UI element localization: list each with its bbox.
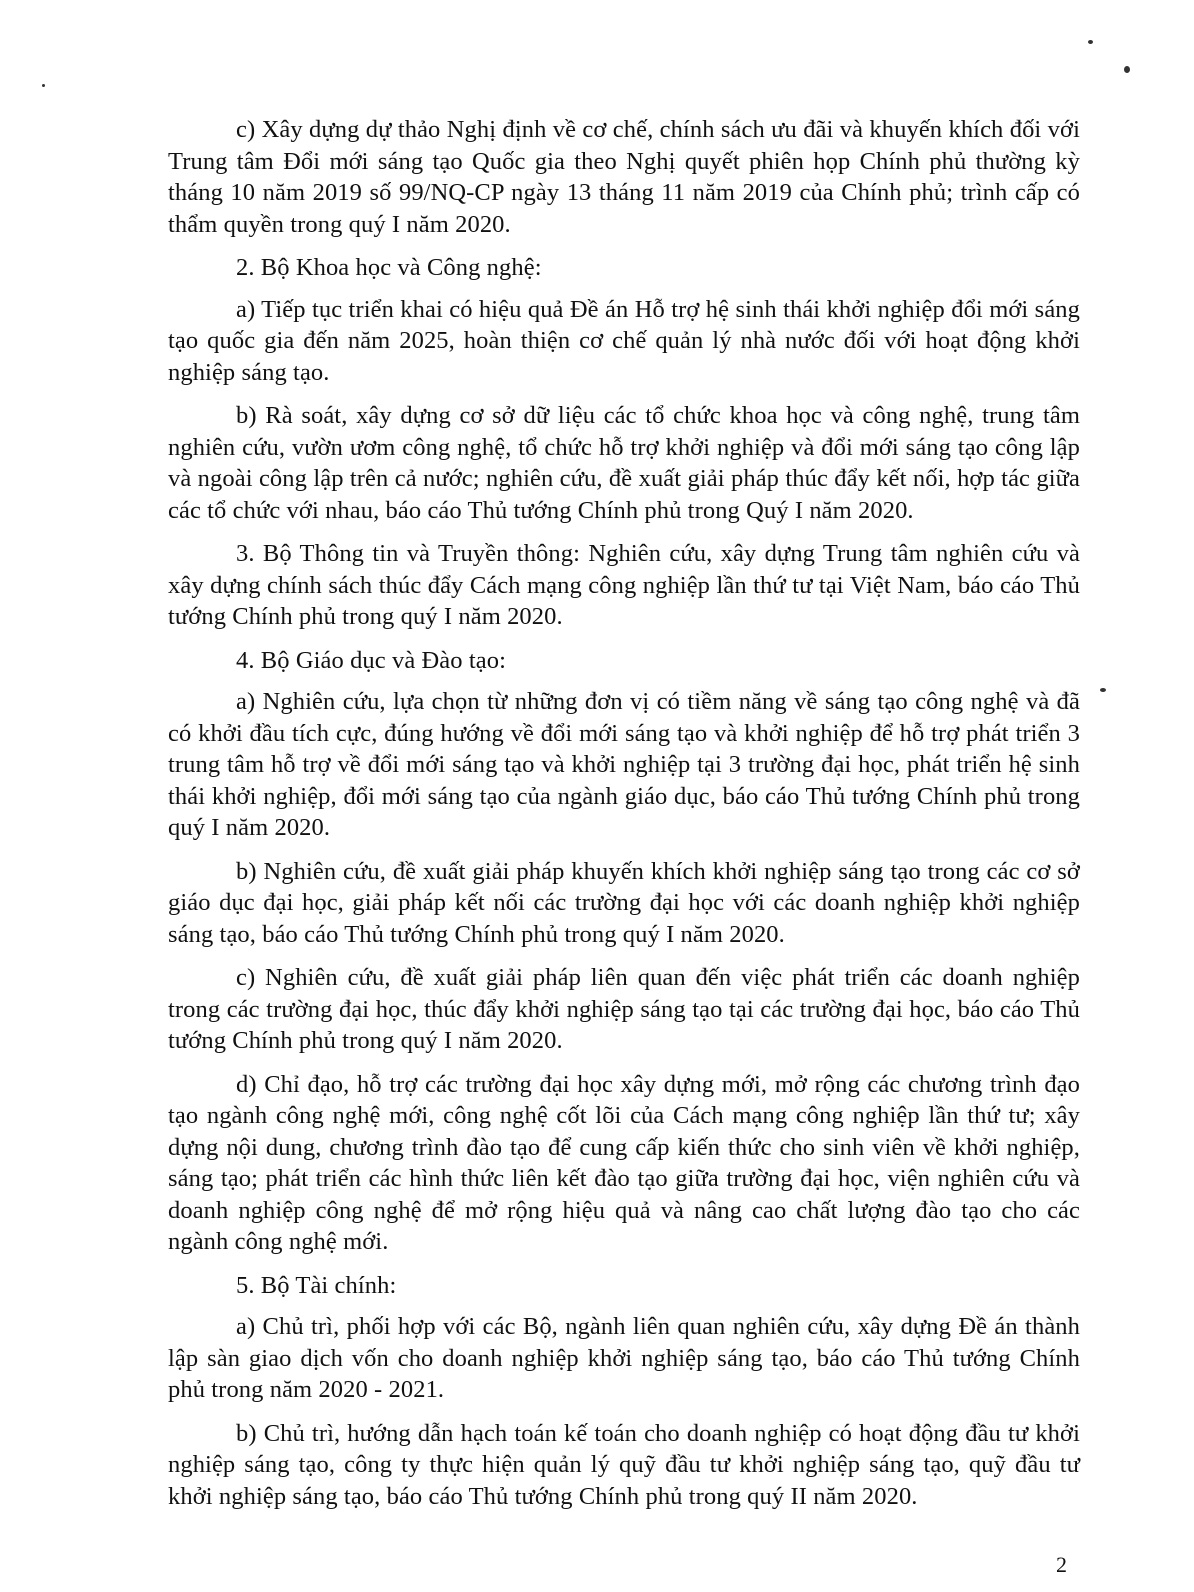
- scan-speck: [1124, 66, 1130, 73]
- paragraph-3: 3. Bộ Thông tin và Truyền thông: Nghiên cứu, xây dựng Trung tâm nghiên cứu và xây dựng chính sách thúc đẩy Cách mạng công nghiệp lần thứ tư tại Việt Nam, báo cáo Thủ tướng Chính phủ trong quý I năm 2020.: [168, 540, 1080, 630]
- paragraph-4c: c) Nghiên cứu, đề xuất giải pháp liên quan đến việc phát triển các doanh nghiệp trong các trường đại học, thúc đẩy khởi nghiệp sáng tạo tại các trường đại học, báo cáo Thủ tướng Chính phủ trong quý I năm 2020.: [168, 964, 1080, 1054]
- section-heading-khcn: 2. Bộ Khoa học và Công nghệ:: [236, 254, 542, 281]
- section-heading-taichinh: 5. Bộ Tài chính:: [236, 1271, 397, 1299]
- scan-speck: [1100, 688, 1106, 692]
- paragraph-1c: c) Xây dựng dự thảo Nghị định về cơ chế, chính sách ưu đãi và khuyến khích đối với Trung tâm Đổi mới sáng tạo Quốc gia theo Nghị quyết phiên họp Chính phủ thường kỳ tháng 10 năm 2019 số 99/NQ-CP ngày 13 tháng 11 năm 2019 của Chính phủ; trình cấp có thẩm quyền trong quý I năm 2020.: [168, 116, 1080, 238]
- scan-speck: [1088, 40, 1093, 44]
- paragraph-4a: a) Nghiên cứu, lựa chọn từ những đơn vị có tiềm năng về sáng tạo công nghệ và đã có khởi đầu tích cực, đúng hướng về đổi mới sáng tạo và khởi nghiệp để hỗ trợ phát triển 3 trung tâm hỗ trợ về đổi mới sáng tạo và khởi nghiệp tại 3 trường đại học, phát triển hệ sinh thái khởi nghiệp, đổi mới sáng tạo của ngành giáo dục, báo cáo Thủ tướng Chính phủ trong quý I năm 2020.: [168, 688, 1080, 841]
- paragraph-5a: a) Chủ trì, phối hợp với các Bộ, ngành liên quan nghiên cứu, xây dựng Đề án thành lập sàn giao dịch vốn cho doanh nghiệp khởi nghiệp sáng tạo, báo cáo Thủ tướng Chính phủ trong năm 2020 - 2021.: [168, 1313, 1080, 1403]
- page-number: 2: [1056, 1552, 1067, 1577]
- document-body: [168, 114, 1080, 1524]
- paragraph-2b: b) Rà soát, xây dựng cơ sở dữ liệu các tổ chức khoa học và công nghệ, trung tâm nghiên cứu, vườn ươm công nghệ, tổ chức hỗ trợ khởi nghiệp và đổi mới sáng tạo công lập và ngoài công lập trên cả nước; nghiên cứu, đề xuất giải pháp thúc đẩy kết nối, hợp tác giữa các tổ chức với nhau, báo cáo Thủ tướng Chính phủ trong Quý I năm 2020.: [168, 402, 1080, 524]
- scan-speck: [42, 84, 45, 87]
- paragraph-4d: d) Chỉ đạo, hỗ trợ các trường đại học xây dựng mới, mở rộng các chương trình đạo tạo ngành công nghệ mới, công nghệ cốt lõi của Cách mạng công nghiệp lần thứ tư; xây dựng nội dung, chương trình đào tạo để cung cấp kiến thức cho sinh viên về khởi nghiệp, sáng tạo; phát triển các hình thức liên kết đào tạo giữa trường đại học, viện nghiên cứu và doanh nghiệp công nghệ để mở rộng hiệu quả và nâng cao chất lượng đào tạo cho các ngành công nghệ mới.: [168, 1070, 1080, 1255]
- paragraph-2a: a) Tiếp tục triển khai có hiệu quả Đề án Hỗ trợ hệ sinh thái khởi nghiệp đổi mới sáng tạo quốc gia đến năm 2025, hoàn thiện cơ chế quản lý nhà nước đối với hoạt động khởi nghiệp sáng tạo.: [168, 295, 1080, 386]
- paragraph-4b: b) Nghiên cứu, đề xuất giải pháp khuyến khích khởi nghiệp sáng tạo trong các cơ sở giáo dục đại học, giải pháp kết nối các trường đại học với các doanh nghiệp khởi nghiệp sáng tạo, báo cáo Thủ tướng Chính phủ trong quý I năm 2020.: [168, 857, 1080, 948]
- section-heading-gddt: 4. Bộ Giáo dục và Đào tạo:: [236, 646, 506, 674]
- paragraph-5b: b) Chủ trì, hướng dẫn hạch toán kế toán cho doanh nghiệp có hoạt động đầu tư khởi nghiệp sáng tạo, công ty thực hiện quản lý quỹ đầu tư khởi nghiệp sáng tạo, quỹ đầu tư khởi nghiệp sáng tạo, báo cáo Thủ tướng Chính phủ trong quý II năm 2020.: [168, 1419, 1080, 1510]
